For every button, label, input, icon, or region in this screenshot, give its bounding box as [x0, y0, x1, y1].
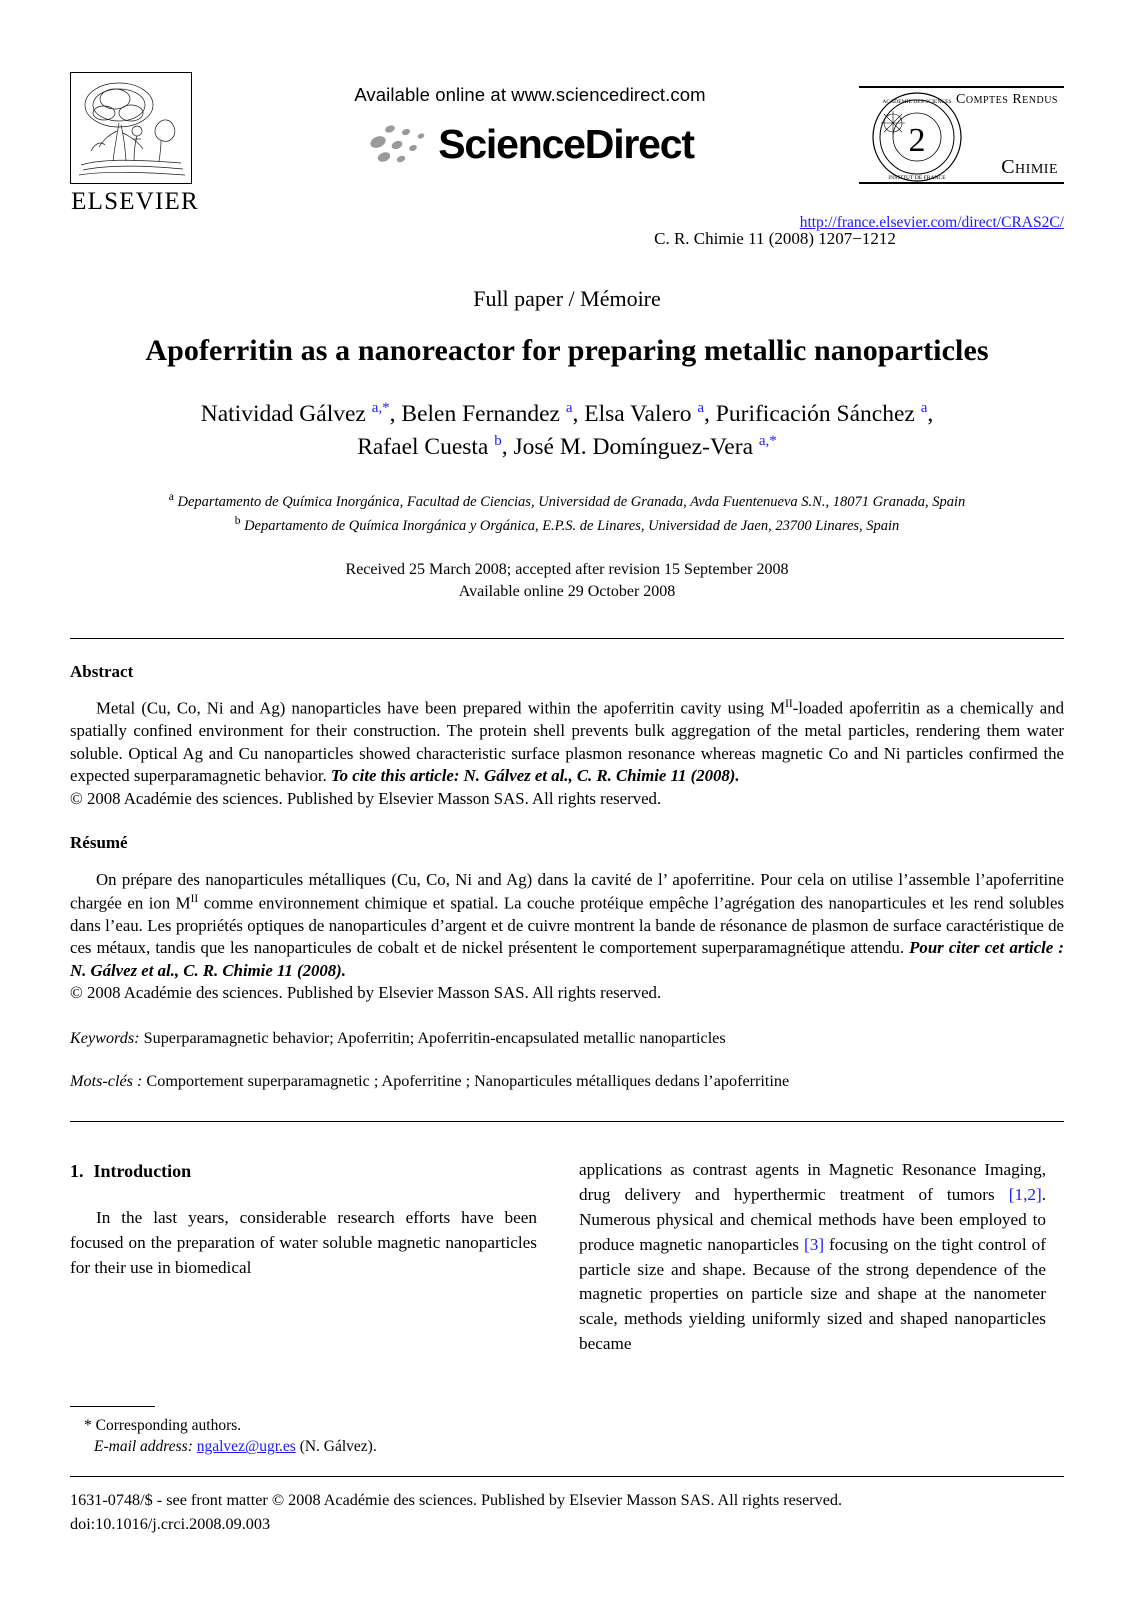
reference-link-2[interactable]: [3]: [804, 1234, 825, 1254]
section-number: 1.: [70, 1160, 84, 1181]
available-online-text: Available online at www.sciencedirect.com: [354, 84, 706, 105]
available-online-date: Available online 29 October 2008: [458, 583, 676, 601]
resume-citation: Pour citer cet article : N. Gálvez et al., C. R. Chimie 11 (2008).: [70, 938, 1064, 980]
affiliations: [0, 489, 1134, 537]
sciencedirect-dots-icon: [366, 120, 438, 168]
affiliation-b: $^b$ Departamento de Química Inorgánica y Orgánica, E.P.S. de Linares, Universidad de Jaen, 23700 Linares, Spain: [234, 514, 900, 534]
journal-url-link[interactable]: http://france.elsevier.com/direct/CRAS2C/: [799, 214, 1064, 231]
footer-divider: [70, 1476, 1064, 1477]
journal-reference: C. R. Chimie 11 (2008) 1207−1212: [654, 229, 896, 248]
resume-copyright: © 2008 Académie des sciences. Published by Elsevier Masson SAS. All rights reserved.: [70, 983, 662, 1003]
divider-top: [70, 638, 1064, 639]
resume-body: On prépare des nanoparticules métalliques (Cu, Co, Ni and Ag) dans la cavité de l’ apoferritine. Pour cela on utilise l’assemble l’apoferritine chargée en ion $M^{II}$ comme environnement chimique et spatial. La couche protéique empêche l’agrégation des nanoparticules et les rend solubles dans l’eau. Les propriétés optiques de nanoparticules d’argent et de cuivre montrent la bande de résonance de plasmon de surface caractéristique de ces métaux, tandis que les nanoparticules de cobalt et de nickel présentent le comportement superparamagnétique attendu. Pour citer cet article : N. Gálvez et al., C. R. Chimie 11 (2008).: [70, 870, 1064, 980]
corresponding-authors-note: * Corresponding authors.: [84, 1416, 242, 1434]
page-header: [70, 62, 1064, 252]
elsevier-tree-icon: [70, 72, 192, 184]
abstract-citation: To cite this article: N. Gálvez et al., C. R. Chimie 11 (2008).: [330, 766, 740, 786]
email-owner: (N. Gálvez).: [299, 1438, 377, 1456]
chimie-label: Chimie: [1001, 156, 1058, 178]
sciencedirect-block: [315, 84, 896, 248]
column-left: [70, 1158, 537, 1358]
front-matter-line: 1631-0748/$ - see front matter © 2008 Académie des sciences. Published by Elsevier Masson SAS. All rights reserved.: [70, 1491, 843, 1510]
svg-text:INSTITUT DE FRANCE: INSTITUT DE FRANCE: [888, 175, 946, 181]
body-columns: [70, 1158, 1064, 1358]
abstract-body: Metal (Cu, Co, Ni and Ag) nanoparticles have been prepared within the apoferritin cavity using $M^{II}$-loaded apoferritin as a chemically and spatially confined environment for their construction. The protein shell prevents bulk aggregation of the metal particles, rendering them water soluble. Optical Ag and Cu nanoparticles showed characteristic surface plasmon resonance whereas magnetic Co and Ni particles confirmed the expected superparamagnetic behavior. To cite this article: N. Gálvez et al., C. R. Chimie 11 (2008).: [70, 698, 1064, 786]
footnote-divider: [70, 1406, 155, 1407]
keywords-en: [70, 1029, 1064, 1048]
email-link[interactable]: ngalvez@ugr.es: [196, 1438, 296, 1456]
sciencedirect-wordmark: ScienceDirect: [438, 120, 694, 167]
resume-heading: Résumé: [70, 833, 128, 853]
section-title: Introduction: [93, 1160, 192, 1181]
author-list: [0, 398, 1134, 463]
keywords-text-en: Superparamagnetic behavior; Apoferritin; Apoferritin-encapsulated metallic nanoparticles: [139, 1028, 726, 1047]
divider-bottom: [70, 1121, 1064, 1122]
intro-paragraph-right: applications as contrast agents in Magnetic Resonance Imaging, drug delivery and hyperthermic treatment of tumors [1,2]. Numerous physical and chemical methods have been employed to produce magnetic nanoparticles [3] focusing on the tight control of particle size and shape. Because of the strong dependence of the magnetic properties on particle size and shape at the nanometer scale, methods yielding uniformly sized and shaped nanoparticles became: [579, 1159, 1046, 1354]
page-title: Apoferritin as a nanoreactor for preparing metallic nanoparticles: [145, 334, 989, 367]
corresponding-author-footnote: [70, 1406, 537, 1458]
article-dates: [0, 559, 1134, 604]
section-heading-introduction: [70, 1158, 537, 1184]
svg-text:2: 2: [908, 122, 926, 159]
comptes-rendus-label: Comptes Rendus: [956, 92, 1058, 107]
keywords-label-en: Keywords:: [70, 1028, 140, 1047]
email-note: [70, 1436, 537, 1458]
doi-line: doi:10.1016/j.crci.2008.09.003: [70, 1514, 271, 1533]
keywords-text-fr: Comportement superparamagnetic ; Apoferritine ; Nanoparticules métalliques dedans l’apoferritine: [142, 1071, 790, 1090]
article-type: Full paper / Mémoire: [473, 286, 661, 311]
email-label: E-mail address:: [94, 1438, 193, 1456]
abstract-section: [70, 661, 1064, 1005]
column-right: [579, 1158, 1046, 1358]
received-date: Received 25 March 2008; accepted after revision 15 September 2008: [345, 560, 789, 578]
author-line-2: Rafael Cuesta $^b$, José M. Domínguez-Vera $^{a,*}$: [357, 432, 777, 460]
academy-seal-icon: [871, 91, 963, 188]
elsevier-wordmark: ELSEVIER: [71, 188, 199, 215]
comptes-rendus-logo: [799, 86, 1064, 231]
article-page: [0, 62, 1134, 1610]
svg-text:ACADEMIE DES SCIENCES: ACADEMIE DES SCIENCES: [882, 99, 952, 105]
intro-paragraph-left: In the last years, considerable research efforts have been focused on the preparation of water soluble magnetic nanoparticles for their use in biomedical: [70, 1207, 537, 1277]
abstract-copyright: © 2008 Académie des sciences. Published by Elsevier Masson SAS. All rights reserved.: [70, 788, 662, 808]
keywords-fr: [70, 1072, 1064, 1091]
author-line-1: Natividad Gálvez $^{a,*}$, Belen Fernandez $^a$, Elsa Valero $^a$, Purificación Sánchez $^a$,: [200, 400, 934, 427]
page-footer: [70, 1476, 1064, 1536]
reference-link-1[interactable]: [1,2]: [1008, 1184, 1042, 1204]
affiliation-a: $^a$ Departamento de Química Inorgánica, Facultad de Ciencias, Universidad de Granada, Avda Fuentenueva S.N., 18071 Granada, Spain: [168, 491, 966, 510]
sciencedirect-logo: [315, 120, 745, 168]
elsevier-logo: [70, 72, 200, 216]
abstract-heading: Abstract: [70, 661, 134, 681]
keywords-label-fr: Mots-clés :: [70, 1071, 143, 1090]
